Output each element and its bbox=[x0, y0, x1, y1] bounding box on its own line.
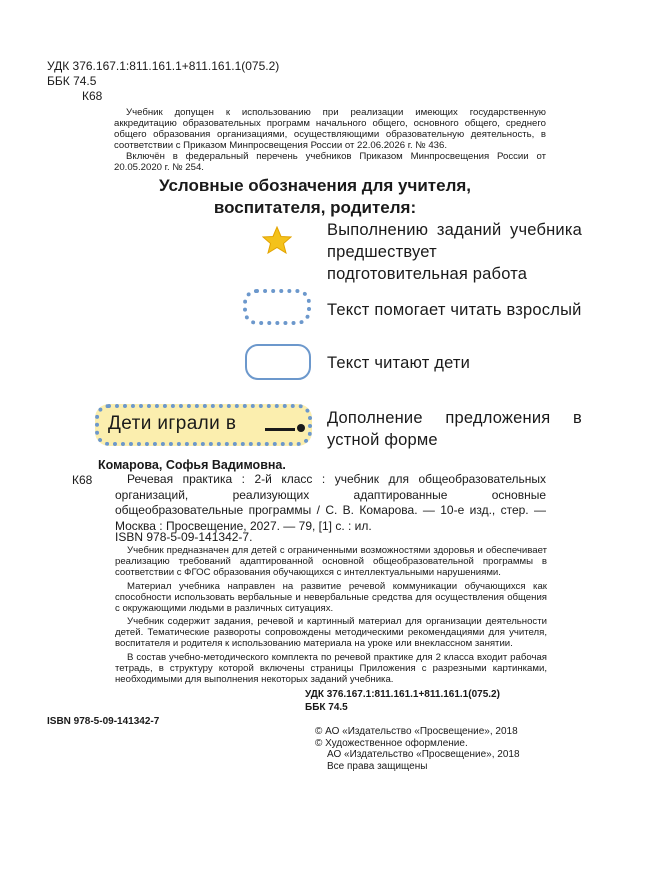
copyright-block bbox=[315, 726, 520, 772]
all-rights-reserved: Все права защищены bbox=[327, 760, 428, 772]
legend-text-oral-completion: Дополнение предложения в устной форме bbox=[327, 409, 582, 449]
udk-code: УДК 376.167.1:811.161.1+811.161.1(075.2) bbox=[47, 59, 280, 73]
annotation-paragraph: В состав учебно-методического комплекта по речевой практике для 2 класса входит рабочая тетрадь, в структуру которой включены страницы Приложения с разрезными картинками, необходимыми для выполнения некоторых заданий учебника. bbox=[115, 652, 547, 685]
federal-list-paragraph: Включён в федеральный перечень учебников Приказом Минпросвещения России от 20.05.2020 г. № 254. bbox=[114, 151, 546, 173]
copyright-design-holder: АО «Издательство «Просвещение», 2018 bbox=[327, 749, 520, 761]
classification-block bbox=[47, 59, 279, 89]
bbk-code: ББК 74.5 bbox=[47, 74, 97, 88]
example-sentence: Дети играли в bbox=[108, 413, 237, 434]
approval-notice bbox=[114, 107, 546, 173]
author-mark-biblio: К68 bbox=[72, 473, 93, 487]
author-mark: К68 bbox=[82, 89, 103, 103]
legend-text-preparation: Выполнению заданий учебника предшествует подготовительная работа bbox=[327, 221, 582, 283]
copyright-publisher: © АО «Издательство «Просвещение», 2018 bbox=[315, 726, 518, 737]
isbn-biblio: ISBN 978-5-09-141342-7. bbox=[115, 530, 253, 544]
footer-classification bbox=[305, 688, 500, 714]
annotation-paragraph: Учебник содержит задания, речевой и картинный материал для организации деятельности детей. Тематические развороты сопровождены методическими рекомендациями для учителя, воспитателя и родителя к использованию материала на уроке или внеклассном занятии. bbox=[115, 616, 547, 650]
annotation-paragraph: Материал учебника направлен на развитие речевой коммуникации обучающихся как способности использовать вербальные и невербальные средства для осуществления общения с окружающими людьми в различных ситуациях. bbox=[115, 580, 547, 614]
period-dot-icon bbox=[297, 424, 305, 432]
blank-dash-icon bbox=[265, 428, 295, 431]
footer-bbk: ББК 74.5 bbox=[305, 702, 348, 713]
bibliographic-entry: Речевая практика : 2-й класс : учебник для общеобразовательных организаций, реализующих адаптированные основные общеобразовательные программы / С. В. Комарова. — 10-е изд., стер. — Москва : Просвещение, 2027. — 79, [1] с. : ил. bbox=[115, 472, 546, 533]
dotted-frame-icon bbox=[243, 289, 311, 325]
annotation-paragraph: Учебник предназначен для детей с ограниченными возможностями здоровья и обеспечивает реализацию требований адаптированной основной общеобразовательной программы в соответствии с ФГОС образования обучающихся с интеллектуальными нарушениями. bbox=[115, 545, 547, 578]
copyright-design: © Художественное оформление. bbox=[315, 737, 468, 749]
legend-text-adult-reads: Текст помогает читать взрослый bbox=[327, 301, 582, 319]
author-name: Комарова, Софья Вадимовна. bbox=[98, 458, 286, 472]
footer-udk: УДК 376.167.1:811.161.1+811.161.1(075.2) bbox=[305, 689, 500, 700]
star-icon bbox=[262, 226, 292, 254]
legend-text-children-read: Текст читают дети bbox=[327, 354, 471, 372]
legend-title-line2: воспитателя, родителя: bbox=[213, 198, 417, 217]
annotation bbox=[115, 546, 547, 689]
solid-frame-icon bbox=[245, 344, 311, 380]
footer-isbn: ISBN 978-5-09-141342-7 bbox=[47, 716, 160, 727]
legend-title bbox=[150, 175, 480, 219]
legend-title-line1: Условные обозначения для учителя, bbox=[158, 176, 472, 195]
approval-paragraph: Учебник допущен к использованию при реализации имеющих государственную аккредитацию образовательных программ начального общего, основного общего, среднего общего образования организациями, осуществляющими образовательную деятельность, в соответствии с Приказом Минпросвещения России от 22.06.2026 г. № 436. bbox=[114, 107, 546, 151]
